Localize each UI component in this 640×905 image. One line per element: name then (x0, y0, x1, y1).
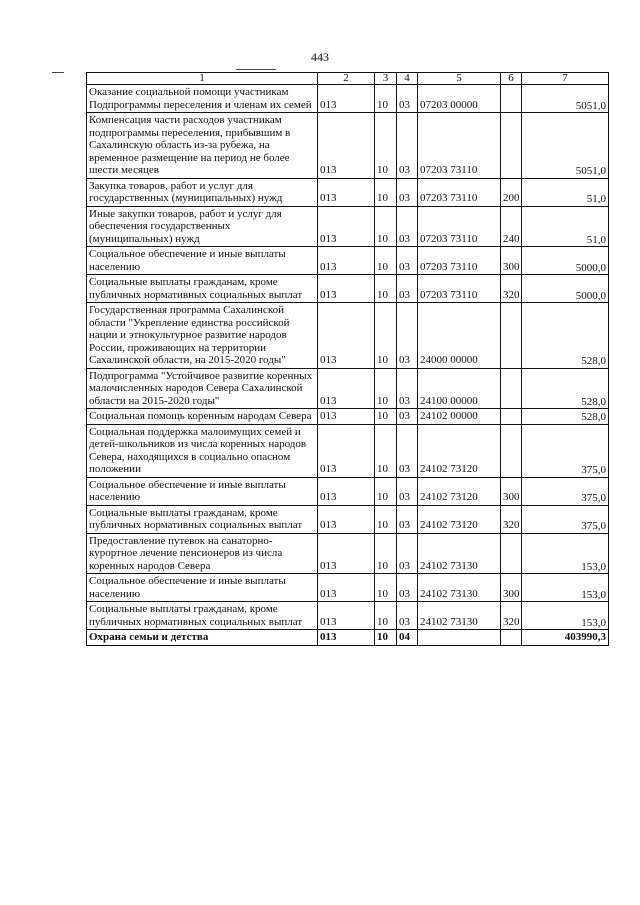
table-row (87, 275, 609, 303)
cell-vr: 320 (501, 602, 522, 630)
cell-csr (418, 630, 501, 646)
cell-amount: 375,0 (522, 424, 609, 477)
column-number-row (87, 73, 609, 85)
cell-name: Подпрограмма "Устойчивое развитие коренных малочисленных народов Севера Сахалинской области на 2015-2020 годы" (87, 368, 318, 409)
cell-adm: 013 (318, 206, 375, 247)
cell-csr: 07203 73110 (418, 275, 501, 303)
cell-csr: 24102 73130 (418, 533, 501, 574)
table-row (87, 206, 609, 247)
cell-vr: 320 (501, 505, 522, 533)
cell-adm: 013 (318, 178, 375, 206)
table-row (87, 533, 609, 574)
cell-amount: 528,0 (522, 409, 609, 425)
cell-adm: 013 (318, 477, 375, 505)
cell-amount: 375,0 (522, 477, 609, 505)
column-header: 1 (87, 73, 318, 85)
table-row (87, 409, 609, 425)
cell-name: Социальная помощь коренным народам Севера (87, 409, 318, 425)
cell-rz: 10 (375, 574, 397, 602)
cell-name: Оказание социальной помощи участникам Подпрограммы переселения и членам их семей (87, 85, 318, 113)
cell-csr: 24102 73120 (418, 424, 501, 477)
cell-pr: 04 (397, 630, 418, 646)
cell-name: Социальная поддержка малоимущих семей и детей-школьников из числа коренных народов Севера, находящихся в социально опасном положении (87, 424, 318, 477)
table-row (87, 247, 609, 275)
cell-amount: 51,0 (522, 206, 609, 247)
cell-vr (501, 424, 522, 477)
cell-name: Охрана семьи и детства (87, 630, 318, 646)
cell-amount: 51,0 (522, 178, 609, 206)
cell-pr: 03 (397, 206, 418, 247)
table-row (87, 303, 609, 369)
cell-vr: 300 (501, 574, 522, 602)
cell-csr: 24100 00000 (418, 368, 501, 409)
cell-adm: 013 (318, 368, 375, 409)
cell-rz: 10 (375, 178, 397, 206)
cell-name: Социальные выплаты гражданам, кроме публичных нормативных социальных выплат (87, 505, 318, 533)
cell-rz: 10 (375, 247, 397, 275)
cell-pr: 03 (397, 477, 418, 505)
cell-vr (501, 630, 522, 646)
column-header: 7 (522, 73, 609, 85)
cell-adm: 013 (318, 630, 375, 646)
cell-csr: 07203 00000 (418, 85, 501, 113)
cell-name: Иные закупки товаров, работ и услуг для обеспечения государственных (муниципальных) нужд (87, 206, 318, 247)
cell-amount: 5000,0 (522, 247, 609, 275)
cell-vr: 240 (501, 206, 522, 247)
cell-vr (501, 533, 522, 574)
column-header: 6 (501, 73, 522, 85)
cell-rz: 10 (375, 275, 397, 303)
cell-csr: 24102 73130 (418, 574, 501, 602)
table-row (87, 178, 609, 206)
cell-amount: 403990,3 (522, 630, 609, 646)
cell-vr: 300 (501, 477, 522, 505)
cell-pr: 03 (397, 85, 418, 113)
scan-mark-left (52, 72, 64, 73)
cell-csr: 07203 73110 (418, 113, 501, 179)
cell-rz: 10 (375, 602, 397, 630)
cell-name: Компенсация части расходов участникам подпрограммы переселения, прибывшим в Сахалинскую область из-за рубежа, на временное размещение на период не более шести месяцев (87, 113, 318, 179)
scan-mark-top (236, 69, 276, 70)
cell-name: Социальное обеспечение и иные выплаты населению (87, 247, 318, 275)
column-header: 5 (418, 73, 501, 85)
cell-csr: 24102 73130 (418, 602, 501, 630)
cell-pr: 03 (397, 178, 418, 206)
table-body (87, 85, 609, 646)
budget-table (86, 72, 609, 646)
cell-pr: 03 (397, 533, 418, 574)
cell-csr: 07203 73110 (418, 178, 501, 206)
cell-name: Социальное обеспечение и иные выплаты населению (87, 477, 318, 505)
cell-rz: 10 (375, 113, 397, 179)
cell-vr (501, 303, 522, 369)
table-row (87, 574, 609, 602)
cell-csr: 24102 00000 (418, 409, 501, 425)
cell-rz: 10 (375, 505, 397, 533)
cell-pr: 03 (397, 247, 418, 275)
cell-rz: 10 (375, 424, 397, 477)
cell-amount: 528,0 (522, 303, 609, 369)
cell-rz: 10 (375, 303, 397, 369)
cell-pr: 03 (397, 368, 418, 409)
cell-name: Социальное обеспечение и иные выплаты населению (87, 574, 318, 602)
column-header: 4 (397, 73, 418, 85)
cell-vr: 300 (501, 247, 522, 275)
cell-pr: 03 (397, 303, 418, 369)
cell-pr: 03 (397, 409, 418, 425)
cell-vr (501, 409, 522, 425)
page-number: 443 (311, 50, 329, 64)
cell-adm: 013 (318, 505, 375, 533)
cell-name: Предоставление путевок на санаторно-курортное лечение пенсионеров из числа коренных народов Севера (87, 533, 318, 574)
cell-adm: 013 (318, 247, 375, 275)
cell-adm: 013 (318, 533, 375, 574)
cell-vr (501, 113, 522, 179)
cell-pr: 03 (397, 113, 418, 179)
table-row (87, 602, 609, 630)
cell-amount: 153,0 (522, 602, 609, 630)
cell-vr: 320 (501, 275, 522, 303)
cell-adm: 013 (318, 275, 375, 303)
column-header: 2 (318, 73, 375, 85)
cell-name: Социальные выплаты гражданам, кроме публичных нормативных социальных выплат (87, 275, 318, 303)
cell-csr: 07203 73110 (418, 247, 501, 275)
cell-adm: 013 (318, 409, 375, 425)
cell-csr: 24102 73120 (418, 477, 501, 505)
cell-rz: 10 (375, 409, 397, 425)
cell-amount: 5000,0 (522, 275, 609, 303)
cell-adm: 013 (318, 303, 375, 369)
cell-pr: 03 (397, 424, 418, 477)
cell-adm: 013 (318, 602, 375, 630)
cell-rz: 10 (375, 533, 397, 574)
cell-pr: 03 (397, 602, 418, 630)
cell-csr: 24000 00000 (418, 303, 501, 369)
cell-rz: 10 (375, 85, 397, 113)
cell-adm: 013 (318, 85, 375, 113)
table-row (87, 368, 609, 409)
cell-amount: 528,0 (522, 368, 609, 409)
table-row (87, 630, 609, 646)
cell-vr: 200 (501, 178, 522, 206)
cell-amount: 5051,0 (522, 113, 609, 179)
table-row (87, 477, 609, 505)
cell-pr: 03 (397, 275, 418, 303)
cell-amount: 153,0 (522, 574, 609, 602)
cell-name: Закупка товаров, работ и услуг для государственных (муниципальных) нужд (87, 178, 318, 206)
cell-rz: 10 (375, 630, 397, 646)
cell-csr: 24102 73120 (418, 505, 501, 533)
cell-adm: 013 (318, 424, 375, 477)
cell-amount: 375,0 (522, 505, 609, 533)
cell-adm: 013 (318, 574, 375, 602)
cell-vr (501, 368, 522, 409)
table-row (87, 505, 609, 533)
table-row (87, 113, 609, 179)
cell-name: Социальные выплаты гражданам, кроме публичных нормативных социальных выплат (87, 602, 318, 630)
table-row (87, 424, 609, 477)
cell-adm: 013 (318, 113, 375, 179)
cell-vr (501, 85, 522, 113)
cell-pr: 03 (397, 505, 418, 533)
cell-rz: 10 (375, 368, 397, 409)
cell-name: Государственная программа Сахалинской области "Укрепление единства российской нации и этнокультурное развитие народов России, проживающих на территории Сахалинской области, на 2015-2020 годы" (87, 303, 318, 369)
cell-amount: 153,0 (522, 533, 609, 574)
cell-amount: 5051,0 (522, 85, 609, 113)
table-row (87, 85, 609, 113)
column-header: 3 (375, 73, 397, 85)
cell-rz: 10 (375, 206, 397, 247)
cell-csr: 07203 73110 (418, 206, 501, 247)
cell-pr: 03 (397, 574, 418, 602)
cell-rz: 10 (375, 477, 397, 505)
